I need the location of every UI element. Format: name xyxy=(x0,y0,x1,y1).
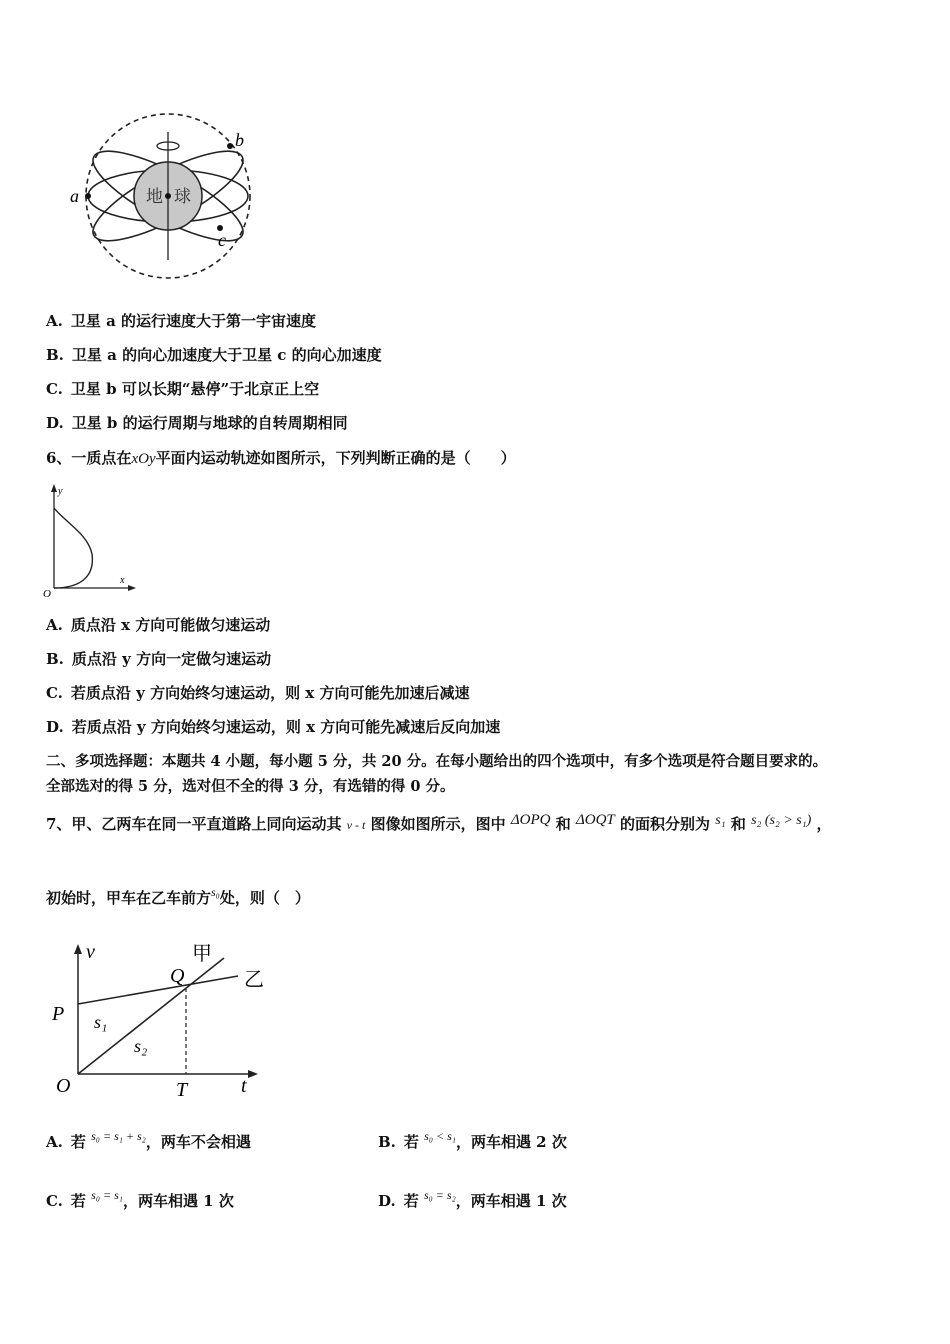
vt-graph xyxy=(48,938,278,1100)
q6-stem: 6、一质点在xOy平面内运动轨迹如图所示，下列判断正确的是（ ） xyxy=(46,449,516,467)
satellite-orbit-figure xyxy=(60,110,270,290)
x-axis-label: x xyxy=(120,575,125,586)
q7-stem-line1: 7、甲、乙两车在同一平直道路上同向运动其 v - t 图像如图所示，图中 ΔOPQ 和 ΔOQT 的面积分别为 s₁ 和 s₂ (s₂ > s₁) ， xyxy=(46,812,832,833)
q7-option-a: A. 若 $^{s_0 = s_1 + s_2}$，两车不会相遇 xyxy=(46,1129,251,1151)
line-yi xyxy=(78,976,238,1004)
q7-option-d: D. 若 $^{s_0 = s_2}$，两车相遇 1 次 xyxy=(378,1188,567,1210)
q7-stem-line2: 初始时，甲车在乙车前方$^{s_0}$处，则（ ） xyxy=(46,885,310,907)
satellite-c-label: c xyxy=(218,230,226,250)
t-point-label: T xyxy=(176,1079,188,1100)
s2-region-label: s₂ xyxy=(134,1036,148,1056)
q5-option-d: D. 卫星 b 的运行周期与地球的自转周期相同 xyxy=(46,414,348,432)
t-axis-label: t xyxy=(241,1075,247,1097)
origin-label: O xyxy=(43,588,51,598)
v-axis-label: v xyxy=(86,941,95,963)
earth-label-1: 地 xyxy=(146,187,163,206)
q5-option-b: B. 卫星 a 的向心加速度大于卫星 c 的向心加速度 xyxy=(46,346,382,364)
o-label: O xyxy=(56,1075,71,1097)
q6-option-d: D. 若质点沿 y 方向始终匀速运动，则 x 方向可能先减速后反向加速 xyxy=(46,718,501,736)
section2-line2: 全部选对的得 5 分，选对但不全的得 3 分，有选错的得 0 分。 xyxy=(46,778,455,795)
section2-line1: 二、多项选择题：本题共 4 小题，每小题 5 分，共 20 分。在每小题给出的四个选项中，有多个选项是符合题目要求的。 xyxy=(46,753,828,770)
earth-label-2: 球 xyxy=(174,187,191,206)
jia-label: 甲 xyxy=(192,943,212,965)
q6-option-a: A. 质点沿 x 方向可能做匀速运动 xyxy=(46,616,271,634)
q6-option-c: C. 若质点沿 y 方向始终匀速运动，则 x 方向可能先加速后减速 xyxy=(46,684,470,702)
p-label: P xyxy=(52,1003,65,1025)
trajectory-figure xyxy=(40,482,140,598)
satellite-a-label: a xyxy=(70,186,79,206)
q5-option-c: C. 卫星 b 可以长期“悬停”于北京正上空 xyxy=(46,380,320,398)
satellite-b-label: b xyxy=(235,130,244,150)
y-axis-label: y xyxy=(58,486,63,497)
q7-option-b: B. 若 $^{s_0 < s_1}$，两车相遇 2 次 xyxy=(378,1129,567,1151)
q-label: Q xyxy=(170,965,185,987)
s1-region-label: s₁ xyxy=(94,1012,108,1032)
q7-option-c: C. 若 $^{s_0 = s_1}$，两车相遇 1 次 xyxy=(46,1188,234,1210)
q5-option-a: A. 卫星 a 的运行速度大于第一宇宙速度 xyxy=(46,312,317,330)
q6-option-b: B. 质点沿 y 方向一定做匀速运动 xyxy=(46,650,272,668)
yi-label: 乙 xyxy=(244,969,264,991)
